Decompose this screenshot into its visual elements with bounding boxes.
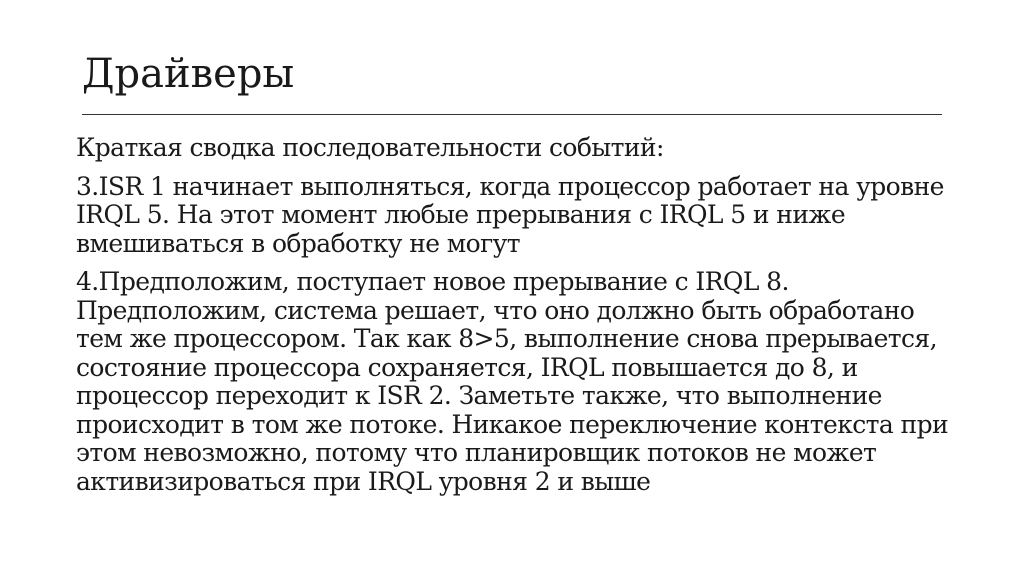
step-4-text: 4.Предположим, поступает новое прерывание с IRQL 8. Предположим, система решает, что оно должно быть обработано тем же процессором. Так как 8>5, выполнение снова прерывается, состояние процессора сохраняется, IRQL повышается до 8, и процессор переходит к ISR 2. Заметьте также, что выполнение происходит в том же потоке. Никакое переключение контекста при этом невозможно, потому что планировщик потоков не может активизироваться при IRQL уровня 2 и выше xyxy=(76,267,949,496)
title-divider xyxy=(82,114,942,115)
step-3-text: 3.ISR 1 начинает выполняться, когда процессор работает на уровне IRQL 5. На этот момент любые прерывания с IRQL 5 и ниже вмешиваться в обработку не могут xyxy=(76,171,944,258)
summary-intro: Краткая сводка последовательности событий: xyxy=(76,133,664,162)
slide-body xyxy=(76,134,956,506)
slide-title: Драйверы xyxy=(82,51,295,97)
